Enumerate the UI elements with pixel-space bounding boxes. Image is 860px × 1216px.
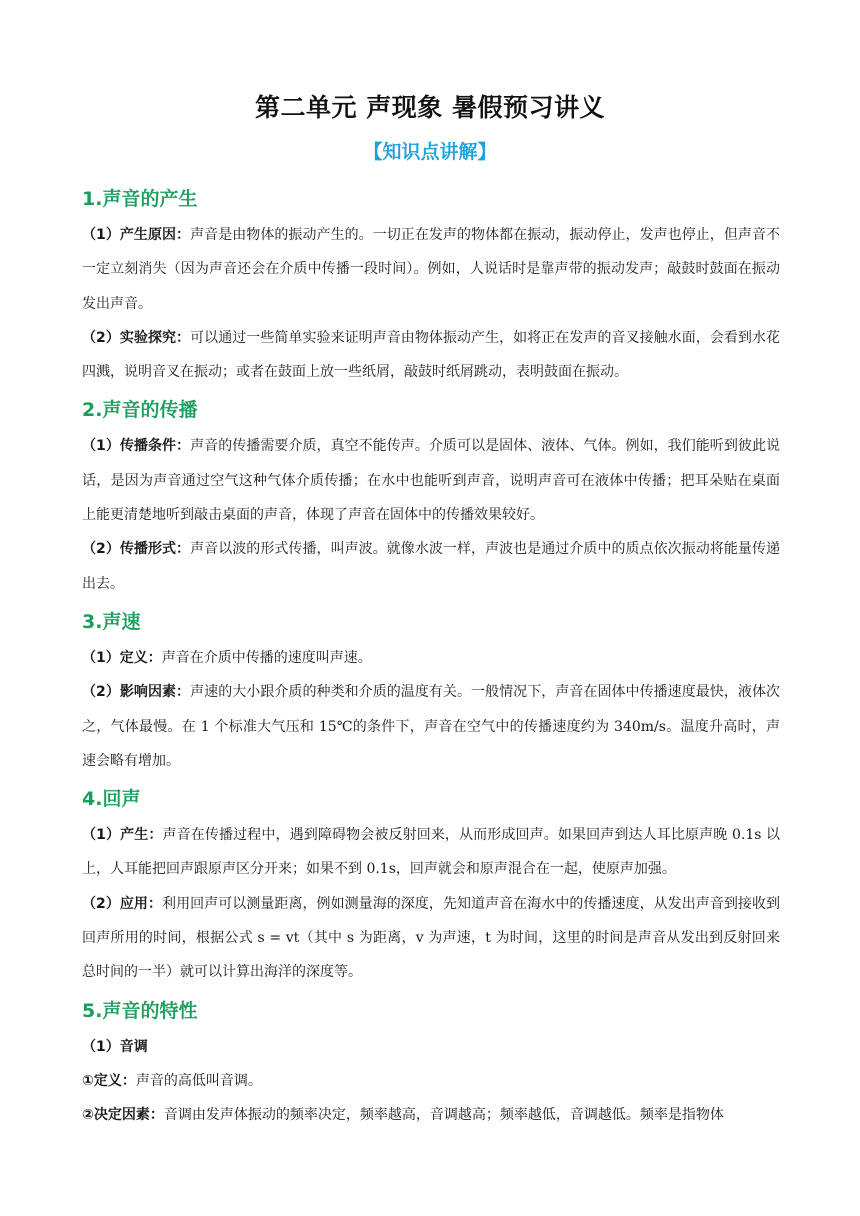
paragraph-label: （2）实验探究： — [82, 329, 191, 346]
paragraph — [82, 1098, 780, 1132]
paragraph — [82, 887, 780, 990]
page-title: 第二单元 声现象 暑假预习讲义 — [255, 93, 605, 122]
paragraph-label: （2）影响因素： — [82, 684, 191, 701]
paragraph-text: 声音是由物体的振动产生的。一切正在发声的物体都在振动，振动停止，发声也停止，但声音不一定立刻消失（因为声音还会在介质中传播一段时间）。例如，人说话时是靠声带的振动发声；敲鼓时鼓面在振动发出声音。 — [82, 227, 780, 312]
paragraph — [82, 429, 780, 532]
document-body — [82, 180, 780, 1133]
paragraph-label: ①定义： — [82, 1072, 136, 1089]
section-heading: 3.声速 — [82, 610, 141, 633]
paragraph-text: 声音在传播过程中，遇到障碍物会被反射回来，从而形成回声。如果回声到达人耳比原声晚 0.1s 以上，人耳能把回声跟原声区分开来；如果不到 0.1s，回声就会和原声混合在一起，使原声加强。 — [82, 827, 780, 878]
paragraph — [82, 818, 780, 887]
page-subtitle: 【知识点讲解】 — [363, 141, 497, 163]
paragraph-text: 音调由发声体振动的频率决定，频率越高，音调越高；频率越低，音调越低。频率是指物体 — [163, 1107, 724, 1124]
paragraph-text: 声速的大小跟介质的种类和介质的温度有关。一般情况下，声音在固体中传播速度最快，液体次之，气体最慢。在 1 个标准大气压和 15℃的条件下，声音在空气中的传播速度约为 340m/s。温度升高时，声速会略有增加。 — [82, 684, 780, 769]
section-heading: 2.声音的传播 — [82, 399, 198, 422]
paragraph — [82, 218, 780, 321]
section-heading: 5.声音的特性 — [82, 999, 198, 1022]
paragraph — [82, 321, 780, 390]
section-sound-propagation — [82, 391, 780, 600]
paragraph-label: （1）产生原因： — [82, 227, 191, 243]
paragraph — [82, 1064, 780, 1098]
paragraph-text: 声音的传播需要介质，真空不能传声。介质可以是固体、液体、气体。例如，我们能听到彼此说话，是因为声音通过空气这种气体介质传播；在水中也能听到声音，说明声音可在液体中传播；把耳朵贴在桌面上能更清楚地听到敲击桌面的声音，体现了声音在固体中的传播效果较好。 — [82, 438, 780, 524]
section-sound-characteristics — [82, 992, 780, 1133]
paragraph-text: 声音以波的形式传播，叫声波。就像水波一样，声波也是通过介质中的质点依次振动将能量传递出去。 — [82, 541, 780, 592]
section-echo — [82, 780, 780, 989]
paragraph-label: （2）传播形式： — [82, 541, 191, 558]
paragraph-label: （2）应用： — [82, 895, 163, 912]
paragraph — [82, 641, 780, 675]
paragraph-text: 可以通过一些简单实验来证明声音由物体振动产生，如将正在发声的音叉接触水面，会看到水花四溅，说明音叉在振动；或者在鼓面上放一些纸屑，敲鼓时纸屑跳动，表明鼓面在振动。 — [82, 329, 780, 381]
paragraph-label: （1）传播条件： — [82, 438, 191, 455]
paragraph-label: （1）产生： — [82, 827, 163, 844]
paragraph-label: （1）定义： — [82, 649, 162, 666]
paragraph — [82, 532, 780, 601]
paragraph — [82, 675, 780, 778]
section-heading: 4.回声 — [82, 788, 141, 811]
paragraph-label: （1）音调 — [82, 1038, 148, 1055]
paragraph — [82, 1030, 780, 1064]
paragraph-text: 声音在介质中传播的速度叫声速。 — [161, 649, 372, 666]
paragraph-text: 利用回声可以测量距离，例如测量海的深度，先知道声音在海水中的传播速度，从发出声音到接收到回声所用的时间，根据公式 s = vt（其中 s 为距离，v 为声速，t 为时间，这里的时间是声音从发出到反射回来总时间的一半）就可以计算出海洋的深度等。 — [82, 895, 781, 981]
paragraph-text: 声音的高低叫音调。 — [135, 1072, 262, 1089]
section-sound-speed — [82, 603, 780, 778]
paragraph-label: ②决定因素： — [82, 1107, 164, 1124]
section-sound-production — [82, 180, 780, 389]
section-heading: 1.声音的产生 — [82, 188, 198, 210]
